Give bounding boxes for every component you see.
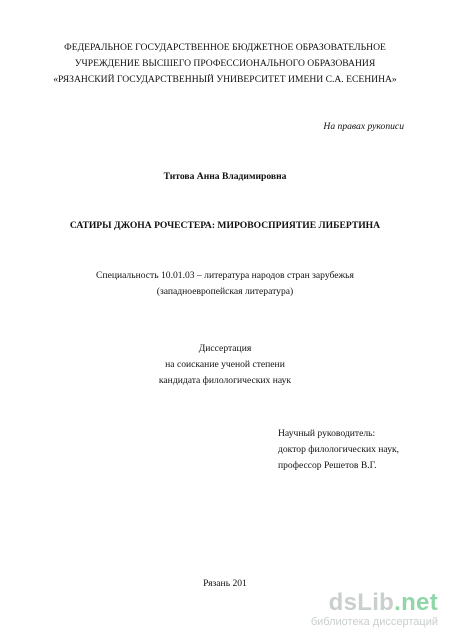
degree-line-2: на соискание ученой степени (165, 359, 285, 370)
watermark-subtitle: библиотека диссертаций (310, 616, 438, 628)
supervisor-line-3: профессор Решетов В.Г. (278, 460, 377, 471)
degree-line-3: кандидата филологических наук (158, 375, 292, 386)
manuscript-note: На правах рукописи (323, 121, 404, 132)
specialty-line-2: (западноевропейская литература) (156, 286, 294, 297)
watermark-brand (311, 591, 438, 615)
header-line-3: «РЯЗАНСКИЙ ГОСУДАРСТВЕННЫЙ УНИВЕРСИТЕТ ИМЕНИ С.А. ЕСЕНИНА» (53, 74, 397, 85)
watermark-logo (311, 591, 438, 629)
watermark-brand-main: dsLib (328, 589, 395, 616)
supervisor-line-1: Научный руководитель: (278, 428, 376, 439)
dissertation-title: САТИРЫ ДЖОНА РОЧЕСТЕРА: МИРОВОСПРИЯТИЕ ЛИБЕРТИНА (69, 220, 381, 231)
degree-line-1: Диссертация (198, 343, 252, 354)
header-line-2: УЧРЕЖДЕНИЕ ВЫСШЕГО ПРОФЕССИОНАЛЬНОГО ОБРАЗОВАНИЯ (74, 58, 376, 69)
supervisor-line-2: доктор филологических наук, (278, 444, 400, 455)
author-name: Титова Анна Владимировна (163, 171, 287, 182)
header-line-1: ФЕДЕРАЛЬНОЕ ГОСУДАРСТВЕННОЕ БЮДЖЕТНОЕ ОБРАЗОВАТЕЛЬНОЕ (64, 42, 386, 53)
city-year: Рязань 201 (203, 578, 247, 589)
watermark-brand-tld: .net (394, 589, 438, 616)
specialty-line-1: Специальность 10.01.03 – литература народов стран зарубежья (96, 270, 354, 281)
